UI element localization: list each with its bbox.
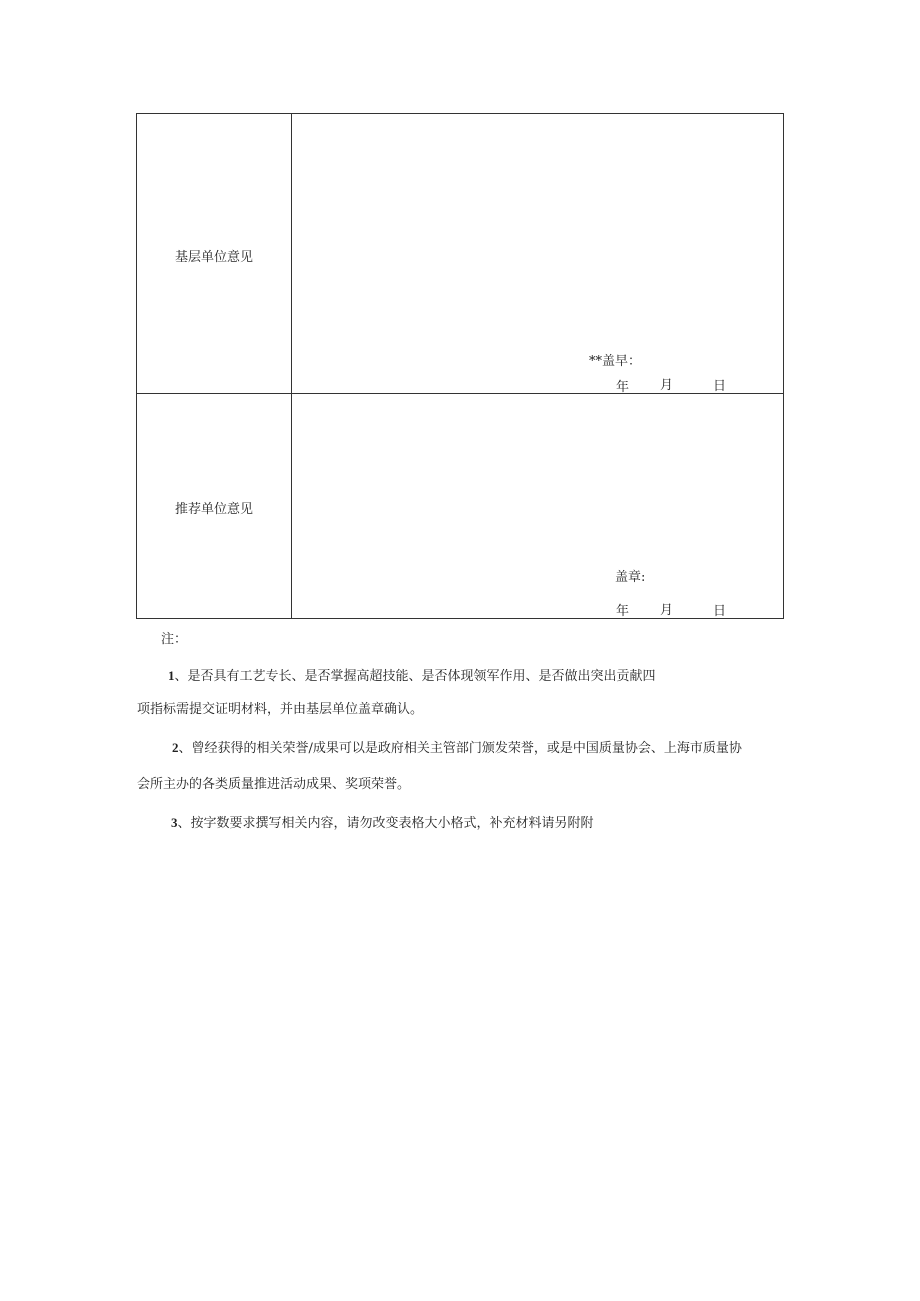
recommending-unit-opinion-field[interactable] [292, 394, 783, 618]
note-number: 1 [168, 668, 175, 683]
note-text: 、是否具有工艺专长、是否掌握高超技能、是否体现领军作用、是否做出突出贡献四 [174, 669, 656, 684]
note-item-2-continued: 会所主办的各类质量推进活动成果、奖项荣誉。 [137, 777, 411, 792]
opinion-table [136, 113, 784, 619]
note-number: 2 [172, 740, 179, 755]
row2-seal-label: 盖章: [615, 570, 646, 585]
row1-day-label: 日 [713, 379, 727, 394]
row2-day-label: 日 [713, 604, 727, 619]
grassroots-unit-opinion-field[interactable] [292, 114, 783, 393]
row2-month-label: 月 [660, 603, 674, 618]
note-item-3 [171, 812, 594, 831]
note-number: 3 [171, 815, 178, 830]
note-item-2 [172, 737, 742, 756]
recommending-unit-opinion-label: 推荐单位意见 [174, 502, 253, 517]
note-text: 、按字数要求撰写相关内容，请勿改变表格大小格式，补充材料请另附附 [177, 816, 594, 831]
row1-year-label: 年 [616, 380, 630, 395]
row1-seal-label: **盖早： [589, 354, 642, 369]
note-text: 、曾经获得的相关荣誉/成果可以是政府相关主管部门颁发荣誉，或是中国质量协会、上海市质量协 [178, 741, 742, 756]
note-item-1 [168, 665, 656, 684]
notes-title: 注： [161, 632, 188, 647]
grassroots-unit-opinion-label: 基层单位意见 [174, 250, 253, 265]
row2-year-label: 年 [616, 604, 630, 619]
row1-month-label: 月 [660, 378, 674, 393]
note-item-1-continued: 项指标需提交证明材料，并由基层单位盖章确认。 [137, 702, 424, 717]
